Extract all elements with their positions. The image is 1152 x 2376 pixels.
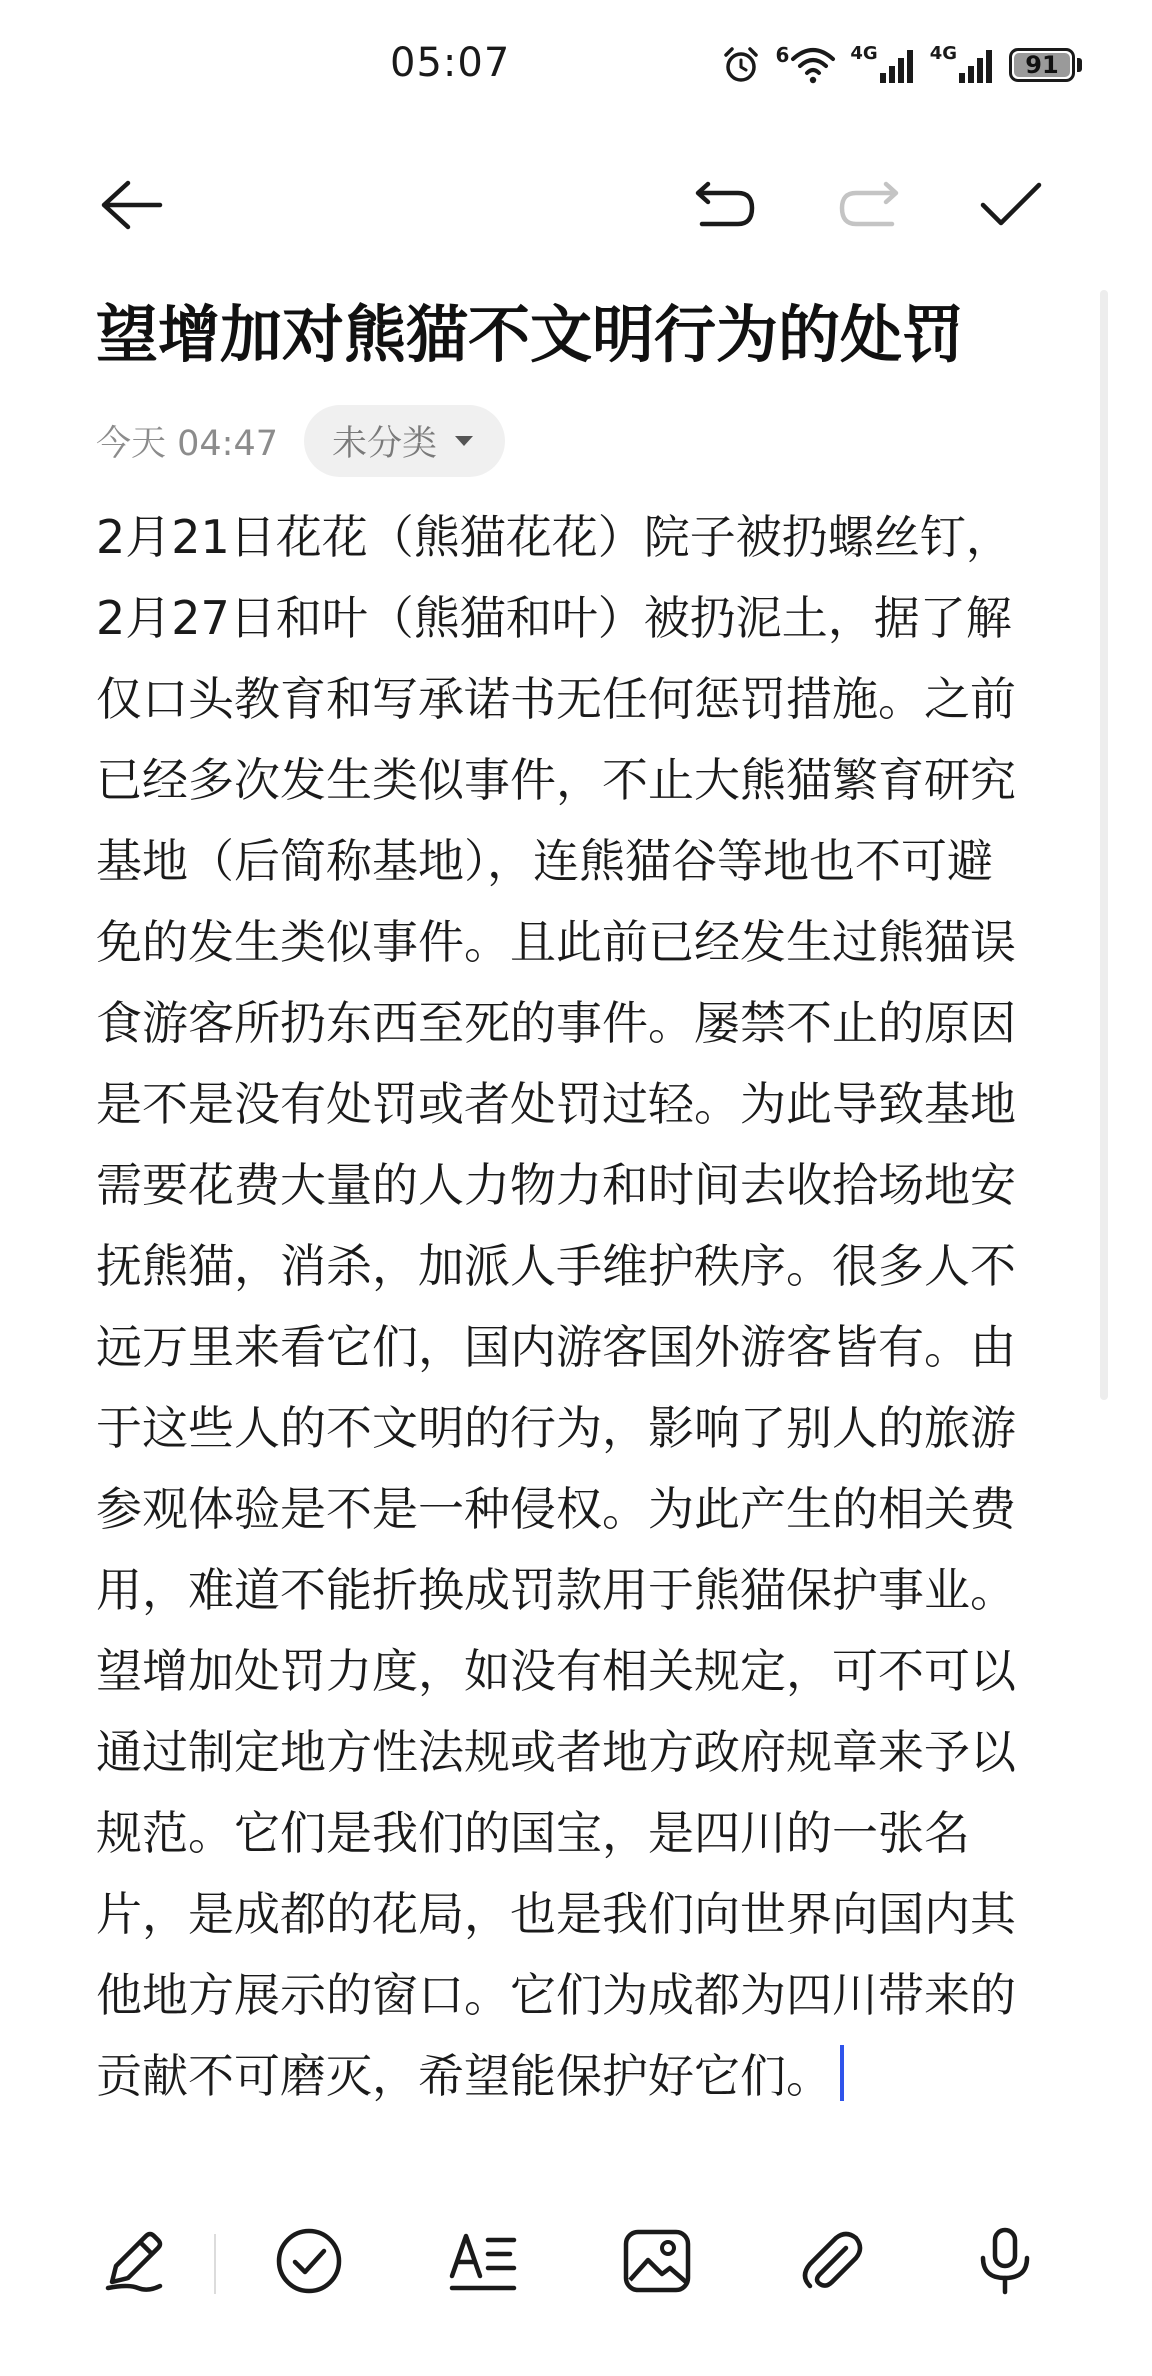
body-line: 2月21日花花（熊猫花花）院子被扔螺丝钉， bbox=[96, 510, 1012, 564]
checkmark-icon bbox=[979, 181, 1043, 229]
bottom-toolbar bbox=[0, 2196, 1152, 2326]
wifi-badge: 6 bbox=[775, 43, 790, 67]
body-line: 他地方展示的窗口。它们为成都为四川带来的 bbox=[96, 1968, 1016, 2022]
body-line: 仅口头教育和写承诺书无任何惩罚措施。之前 bbox=[96, 672, 1016, 726]
body-line: 2月27日和叶（熊猫和叶）被扔泥土，据了解 bbox=[96, 591, 1012, 645]
undo-icon bbox=[692, 180, 758, 230]
handwriting-button[interactable] bbox=[78, 2196, 188, 2326]
voice-input-button[interactable] bbox=[950, 2196, 1060, 2326]
battery-icon bbox=[1009, 48, 1082, 82]
text-format-button[interactable] bbox=[428, 2196, 538, 2326]
scrollbar[interactable] bbox=[1100, 290, 1108, 1400]
status-icons bbox=[721, 42, 1082, 88]
network-type-sim1: 4G bbox=[850, 43, 878, 64]
signal-sim1-icon bbox=[850, 45, 915, 85]
insert-image-button[interactable] bbox=[602, 2196, 712, 2326]
microphone-icon bbox=[975, 2226, 1035, 2296]
body-line: 远万里来看它们，国内游客国外游客皆有。由 bbox=[96, 1320, 1016, 1374]
image-icon bbox=[622, 2228, 692, 2294]
attachment-icon bbox=[796, 2226, 866, 2296]
category-label: 未分类 bbox=[332, 424, 438, 464]
body-line: 参观体验是不是一种侵权。为此产生的相关费 bbox=[96, 1482, 1016, 1536]
checklist-button[interactable] bbox=[254, 2196, 364, 2326]
caret-down-icon bbox=[453, 434, 475, 448]
body-line-last bbox=[96, 2036, 1076, 2117]
undo-button[interactable] bbox=[670, 150, 780, 260]
text-cursor bbox=[840, 2045, 844, 2101]
body-line: 片，是成都的花局，也是我们向世界向国内其 bbox=[96, 1887, 1016, 1941]
toolbar-divider bbox=[214, 2234, 216, 2294]
status-bar bbox=[0, 0, 1152, 140]
body-line: 基地（后简称基地），连熊猫谷等地也不可避 bbox=[96, 834, 993, 888]
body-line: 通过制定地方性法规或者地方政府规章来予以 bbox=[96, 1725, 1016, 1779]
text-format-icon bbox=[448, 2228, 518, 2294]
category-dropdown[interactable] bbox=[304, 405, 505, 477]
body-line: 食游客所扔东西至死的事件。屡禁不止的原因 bbox=[96, 996, 1016, 1050]
body-line: 需要花费大量的人力物力和时间去收拾场地安 bbox=[96, 1158, 1016, 1212]
body-line: 是不是没有处罚或者处罚过轻。为此导致基地 bbox=[96, 1077, 1016, 1131]
checklist-icon bbox=[274, 2226, 344, 2296]
network-type-sim2: 4G bbox=[929, 43, 957, 64]
body-line: 已经多次发生类似事件，不止大熊猫繁育研究 bbox=[96, 753, 1016, 807]
signal-sim2-icon bbox=[930, 45, 995, 85]
body-line: 于这些人的不文明的行为，影响了别人的旅游 bbox=[96, 1401, 1016, 1455]
back-button[interactable] bbox=[76, 150, 186, 260]
body-line: 规范。它们是我们的国宝，是四川的一张名 bbox=[96, 1806, 970, 1860]
editor-toolbar bbox=[0, 150, 1152, 260]
done-button[interactable] bbox=[956, 150, 1066, 260]
note-timestamp: 今天 04:47 bbox=[96, 424, 278, 464]
alarm-icon bbox=[721, 45, 761, 85]
arrow-left-icon bbox=[98, 177, 164, 233]
note-body-editor[interactable] bbox=[96, 497, 1076, 2117]
note-meta bbox=[96, 404, 505, 478]
redo-button[interactable] bbox=[814, 150, 924, 260]
redo-icon bbox=[836, 180, 902, 230]
note-title[interactable]: 望增加对熊猫不文明行为的处罚 bbox=[96, 298, 965, 371]
body-line: 免的发生类似事件。且此前已经发生过熊猫误 bbox=[96, 915, 1016, 969]
wifi-icon bbox=[775, 45, 836, 85]
attachment-button[interactable] bbox=[776, 2196, 886, 2326]
body-line: 用，难道不能折换成罚款用于熊猫保护事业。 bbox=[96, 1563, 1016, 1617]
status-time: 05:07 bbox=[390, 40, 511, 86]
body-line: 望增加处罚力度，如没有相关规定，可不可以 bbox=[96, 1644, 1016, 1698]
battery-level: 91 bbox=[1014, 53, 1070, 77]
handwriting-pen-icon bbox=[98, 2226, 168, 2296]
body-line-text: 贡献不可磨灭，希望能保护好它们。 bbox=[96, 2049, 832, 2103]
body-line: 抚熊猫，消杀，加派人手维护秩序。很多人不 bbox=[96, 1239, 1016, 1293]
